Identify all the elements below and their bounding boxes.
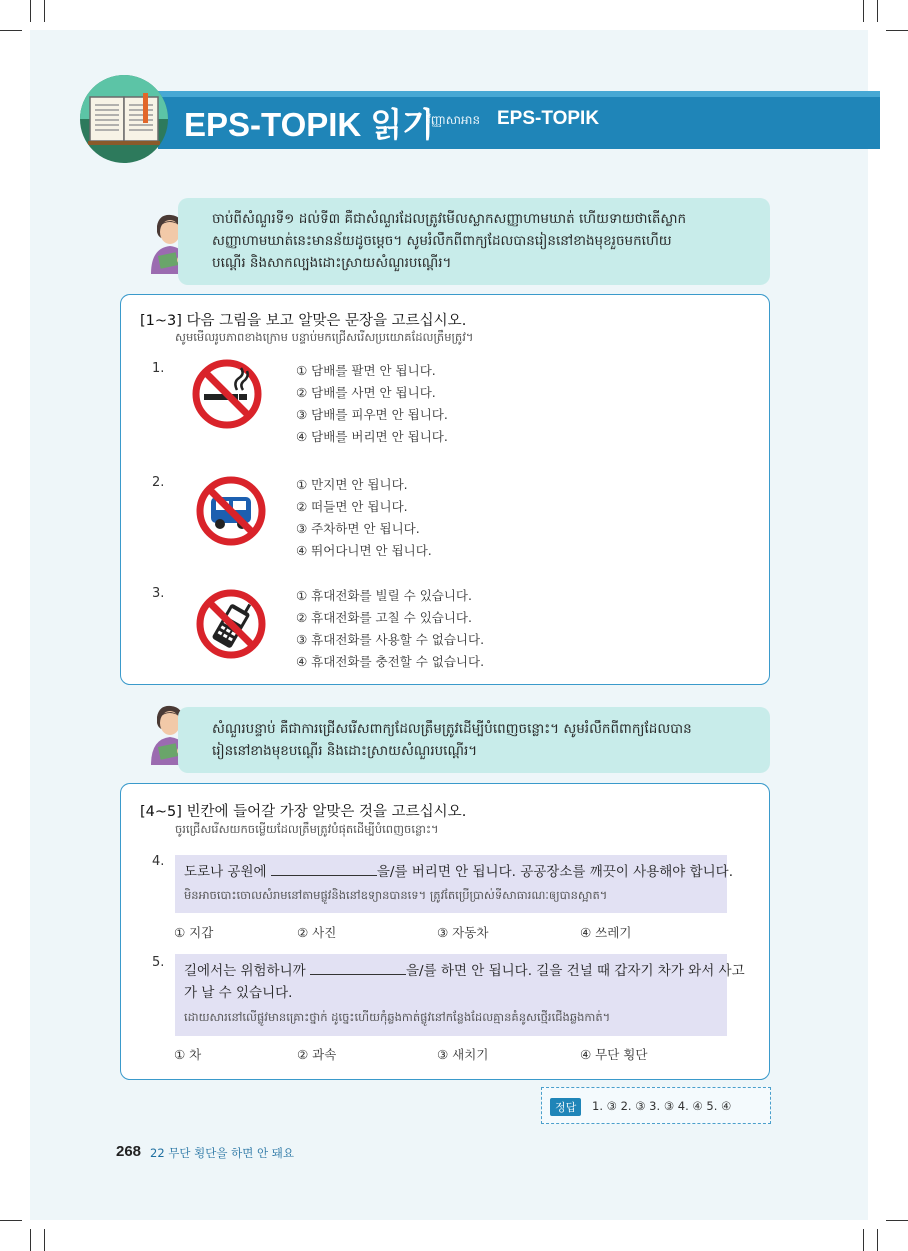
crop-mark: [877, 1229, 878, 1251]
question-number: 4.: [152, 854, 165, 869]
answer-option[interactable]: ① 만지면 안 됩니다.: [296, 477, 408, 492]
no-parking-sign-icon: [195, 475, 267, 547]
answer-option[interactable]: ① 지갑: [174, 925, 214, 940]
crop-mark: [863, 0, 864, 22]
answer-option[interactable]: ③ 휴대전화를 사용할 수 없습니다.: [296, 632, 485, 647]
crop-mark: [44, 0, 45, 22]
question-number: 3.: [152, 586, 165, 601]
crop-mark: [877, 0, 878, 22]
crop-mark: [0, 1220, 22, 1221]
answer-option[interactable]: ④ 쓰레기: [580, 925, 632, 940]
answer-option[interactable]: ③ 자동차: [437, 925, 489, 940]
header-book-badge: [80, 75, 168, 163]
answer-option[interactable]: ① 휴대전화를 빌릴 수 있습니다.: [296, 588, 472, 603]
answer-option[interactable]: ② 휴대전화를 고칠 수 있습니다.: [296, 610, 472, 625]
answer-option[interactable]: ② 과속: [297, 1047, 337, 1062]
page-subtitle: EPS-TOPIK: [497, 108, 600, 129]
question-sentence: [184, 960, 745, 982]
answer-option[interactable]: ④ 뛰어다니면 안 됩니다.: [296, 543, 432, 558]
question-number: 1.: [152, 361, 165, 376]
crop-mark: [30, 0, 31, 22]
answer-key-box: [541, 1087, 771, 1124]
answer-option[interactable]: ③ 담배를 피우면 안 됩니다.: [296, 407, 448, 422]
question-sentence-line2: 가 날 수 있습니다.: [184, 985, 293, 1001]
section-subheading: ចូរជ្រើសរើសយកចម្លើយដែលត្រឹមត្រូវបំផុតដើម្បីបំពេញចន្លោះ។: [175, 822, 439, 836]
fill-in-blank: [310, 960, 406, 975]
sentence-part: 을/를 하면 안 됩니다. 길을 건널 때 갑자기 차가 와서 사고: [405, 963, 745, 979]
no-phone-sign-icon: [195, 588, 267, 660]
instruction-line: រៀននៅខាងមុខបណ្ដើរ និងដោះស្រាយសំណួរបណ្ដើរ។: [212, 743, 478, 759]
crop-mark: [886, 30, 908, 31]
question-number: 2.: [152, 475, 165, 490]
answer-option[interactable]: ② 떠들면 안 됩니다.: [296, 499, 408, 514]
crop-mark: [30, 1229, 31, 1251]
sentence-part: 길에서는 위험하니까: [184, 963, 306, 979]
answer-option[interactable]: ④ 담배를 버리면 안 됩니다.: [296, 429, 448, 444]
answer-option[interactable]: ① 차: [174, 1047, 202, 1062]
sentence-part: 도로나 공원에: [184, 864, 267, 880]
question-translation: មិនអាចបោះចោលសំរាមនៅតាមផ្លូវនិងនៅឧទ្យានបានទេ។ ត្រូវតែប្រើប្រាស់ទីសាធារណៈឲ្យបានស្អាត។: [184, 888, 608, 902]
crop-mark: [0, 30, 22, 31]
page-caption: 22 무단 횡단을 하면 안 돼요: [150, 1146, 294, 1160]
answer-option[interactable]: ④ 무단 횡단: [580, 1047, 648, 1062]
sentence-part: 을/를 버리면 안 됩니다. 공공장소를 깨끗이 사용해야 합니다.: [376, 864, 733, 880]
question-sentence: [184, 861, 733, 883]
question-translation: ដោយសារនៅលើផ្លូវមានគ្រោះថ្នាក់ ដូច្នេះហើយកុំឆ្លងកាត់ផ្លូវនៅកន្លែងដែលគ្មានគំនូសថ្មើរជើងឆ្លងកាត់។: [184, 1010, 611, 1024]
section-heading: [1~3] 다음 그림을 보고 알맞은 문장을 고르십시오.: [140, 313, 467, 329]
crop-mark: [44, 1229, 45, 1251]
page-title: EPS-TOPIK 읽기: [184, 106, 435, 143]
crop-mark: [863, 1229, 864, 1251]
section-subheading: សូមមើលរូបភាពខាងក្រោម បន្ទាប់មកជ្រើសរើសប្រយោគដែលត្រឹមត្រូវ។: [175, 330, 474, 344]
answer-option[interactable]: ② 사진: [297, 925, 337, 940]
section-heading: [4~5] 빈칸에 들어갈 가장 알맞은 것을 고르십시오.: [140, 804, 467, 820]
instruction-line: ចាប់ពីសំណួរទី១ ដល់ទី៣ គឺជាសំណួរដែលត្រូវមើលស្លាកសញ្ញាហាមឃាត់ ហើយទាយថាតើស្លាក: [212, 211, 687, 227]
instruction-bubble: [178, 707, 770, 773]
instruction-line: បណ្ដើរ និងសាកល្បងដោះស្រាយសំណួរបណ្ដើរ។: [212, 255, 452, 271]
open-book-icon: [88, 91, 160, 147]
crop-mark: [886, 1220, 908, 1221]
page-number: 268: [116, 1143, 142, 1160]
no-smoking-sign-icon: [191, 358, 263, 430]
answer-option[interactable]: ② 담배를 사면 안 됩니다.: [296, 385, 436, 400]
question-number: 5.: [152, 955, 165, 970]
fill-in-blank: [271, 861, 377, 876]
page-title-khmer: វិញ្ញាសាអាន: [427, 113, 481, 127]
header-band-highlight: [158, 91, 880, 97]
answer-option[interactable]: ③ 새치기: [437, 1047, 489, 1062]
instruction-bubble: [178, 198, 770, 285]
instruction-line: សញ្ញាហាមឃាត់នេះមានន័យដូចម្ដេច។ សូមរំលឹកពីពាក្យដែលបានរៀននៅខាងមុខរួចមកហើយ: [212, 233, 672, 249]
answer-key-text: 1. ③ 2. ③ 3. ③ 4. ④ 5. ④: [592, 1099, 732, 1113]
answer-option[interactable]: ④ 휴대전화를 충전할 수 없습니다.: [296, 654, 485, 669]
answer-key-badge: 정답: [550, 1098, 581, 1116]
answer-option[interactable]: ③ 주차하면 안 됩니다.: [296, 521, 420, 536]
instruction-line: សំណួរបន្ទាប់ គឺជាការជ្រើសរើសពាក្យដែលត្រឹមត្រូវដើម្បីបំពេញចន្លោះ។ សូមរំលឹកពីពាក្យដែលបាន: [212, 721, 692, 737]
answer-option[interactable]: ① 담배를 팔면 안 됩니다.: [296, 363, 436, 378]
